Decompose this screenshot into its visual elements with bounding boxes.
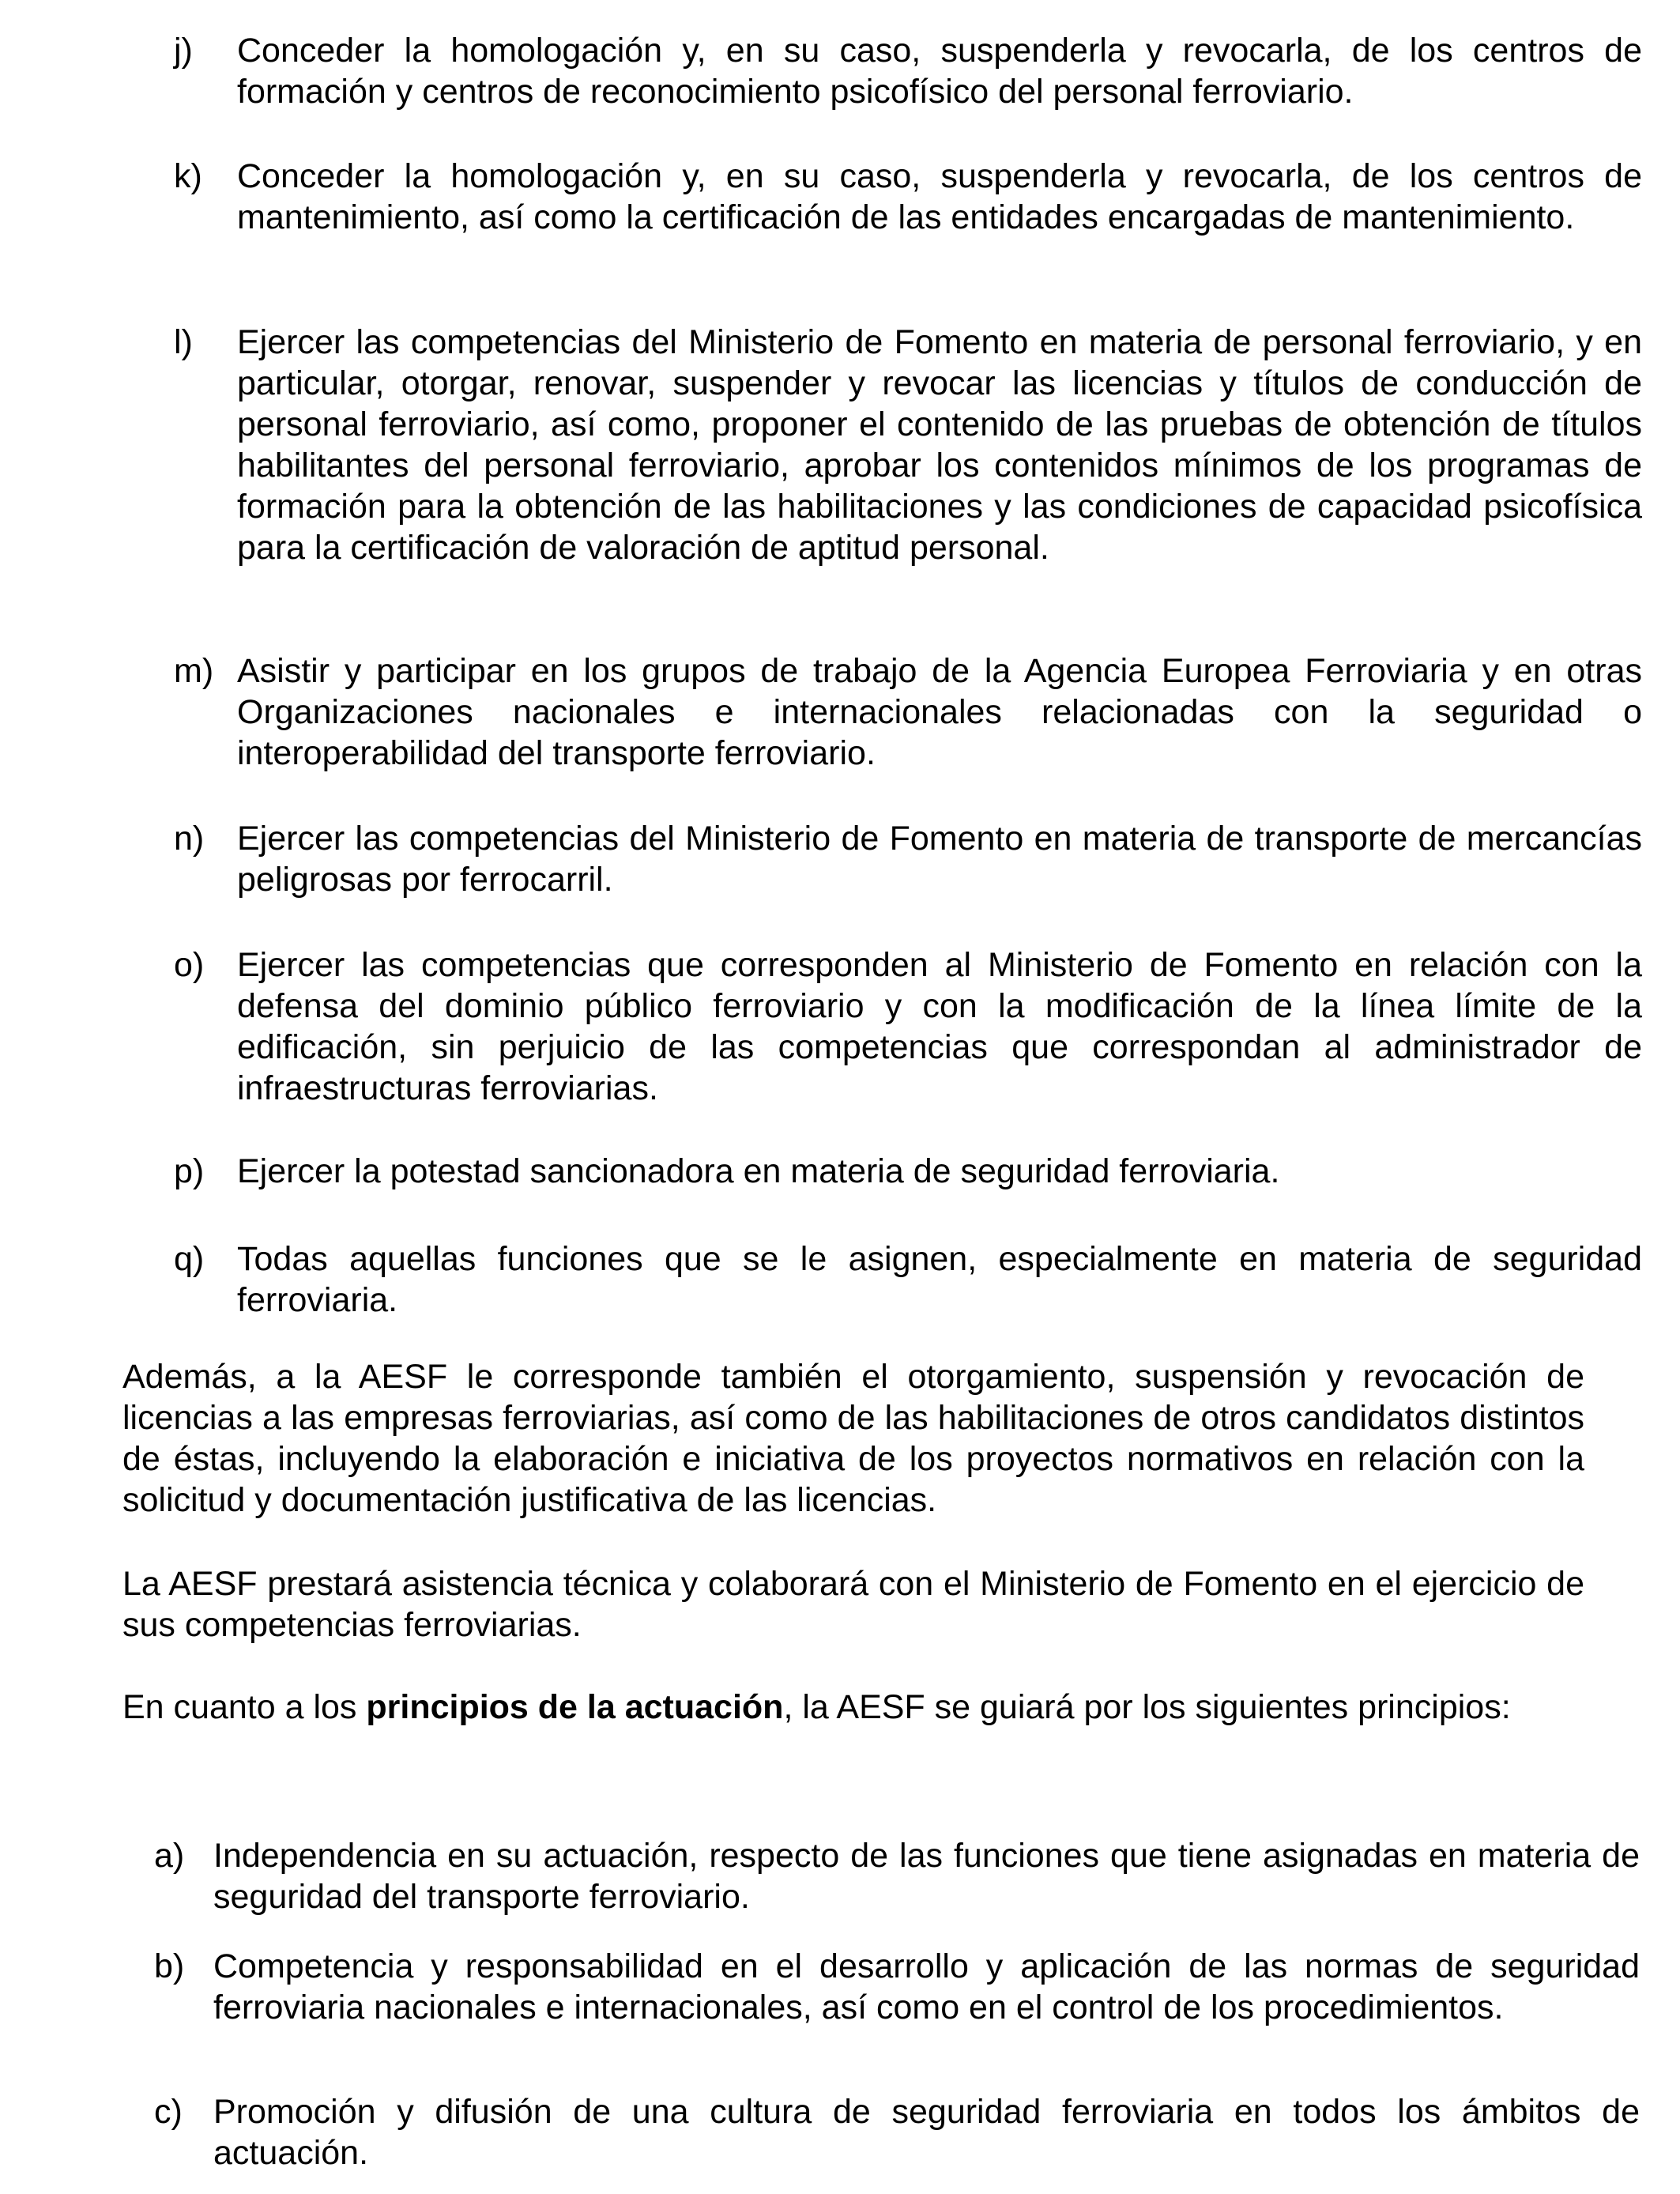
list-item-text: Independencia en su actuación, respecto de las funciones que tiene asignadas en materia de seguridad del transporte ferroviario.: [213, 1837, 1640, 1916]
list-item-letter: o): [174, 946, 205, 984]
list-item-letter: a): [154, 1837, 185, 1875]
list-item-letter: q): [174, 1240, 205, 1278]
paragraph-principles-bold: principios de la actuación: [366, 1688, 784, 1726]
list-item-letter: j): [174, 32, 193, 70]
paragraph-principles-before: En cuanto a los: [122, 1688, 367, 1726]
paragraph-assistance: La AESF prestará asistencia técnica y colaborará con el Ministerio de Fomento en el ejercicio de sus competencias ferroviarias.: [122, 1565, 1584, 1644]
list-item-letter: c): [154, 2093, 183, 2131]
list-item-text: Ejercer las competencias del Ministerio de Fomento en materia de transporte de mercancías peligrosas por ferrocarril.: [237, 820, 1642, 899]
list-item-letter: p): [174, 1152, 205, 1190]
paragraph-licences: Además, a la AESF le corresponde también el otorgamiento, suspensión y revocación de licencias a las empresas ferroviarias, así como de las habilitaciones de otros candidatos distintos de éstas, incluyendo la elaboración e iniciativa de los proyectos normativos en relación con la solicitud y documentación justificativa de las licencias.: [122, 1358, 1584, 1519]
list-item-text: Conceder la homologación y, en su caso, suspenderla y revocarla, de los centros de formación y centros de reconocimiento psicofísico del personal ferroviario.: [237, 32, 1642, 111]
list-item-text: Ejercer las competencias del Ministerio de Fomento en materia de personal ferroviario, y en particular, otorgar, renovar, suspender y revocar las licencias y títulos de conducción de personal ferroviario, así como, proponer el contenido de las pruebas de obtención de títulos habilitantes del personal ferroviario, aprobar los contenidos mínimos de los programas de formación para la obtención de las habilitaciones y las condiciones de capacidad psicofísica para la certificación de valoración de aptitud personal.: [237, 323, 1642, 567]
list-item-letter: k): [174, 157, 202, 195]
list-item-letter: m): [174, 652, 214, 690]
paragraph-principles-after: , la AESF se guiará por los siguientes principios:: [783, 1688, 1511, 1726]
list-item-text: Todas aquellas funciones que se le asignen, especialmente en materia de seguridad ferroviaria.: [237, 1240, 1642, 1319]
list-item-text: Ejercer la potestad sancionadora en materia de seguridad ferroviaria.: [237, 1152, 1280, 1190]
list-item-text: Promoción y difusión de una cultura de seguridad ferroviaria en todos los ámbitos de actuación.: [213, 2093, 1640, 2172]
list-item-letter: l): [174, 323, 193, 361]
list-item-text: Asistir y participar en los grupos de trabajo de la Agencia Europea Ferroviaria y en otras Organizaciones nacionales e internacionales relacionadas con la seguridad o interoperabilidad del transporte ferroviario.: [237, 652, 1642, 772]
paragraph-principles: [122, 1687, 1584, 1728]
list-item-text: Competencia y responsabilidad en el desarrollo y aplicación de las normas de seguridad ferroviaria nacionales e internacionales, así como en el control de los procedimientos.: [213, 1947, 1640, 2026]
list-item-text: Ejercer las competencias que corresponden al Ministerio de Fomento en relación con la defensa del dominio público ferroviario y con la modificación de la línea límite de la edificación, sin perjuicio de las competencias que correspondan al administrador de infraestructuras ferroviarias.: [237, 946, 1642, 1107]
list-item-letter: b): [154, 1947, 185, 1985]
list-item-letter: n): [174, 820, 205, 858]
list-item-text: Conceder la homologación y, en su caso, suspenderla y revocarla, de los centros de mantenimiento, así como la certificación de las entidades encargadas de mantenimiento.: [237, 157, 1642, 236]
